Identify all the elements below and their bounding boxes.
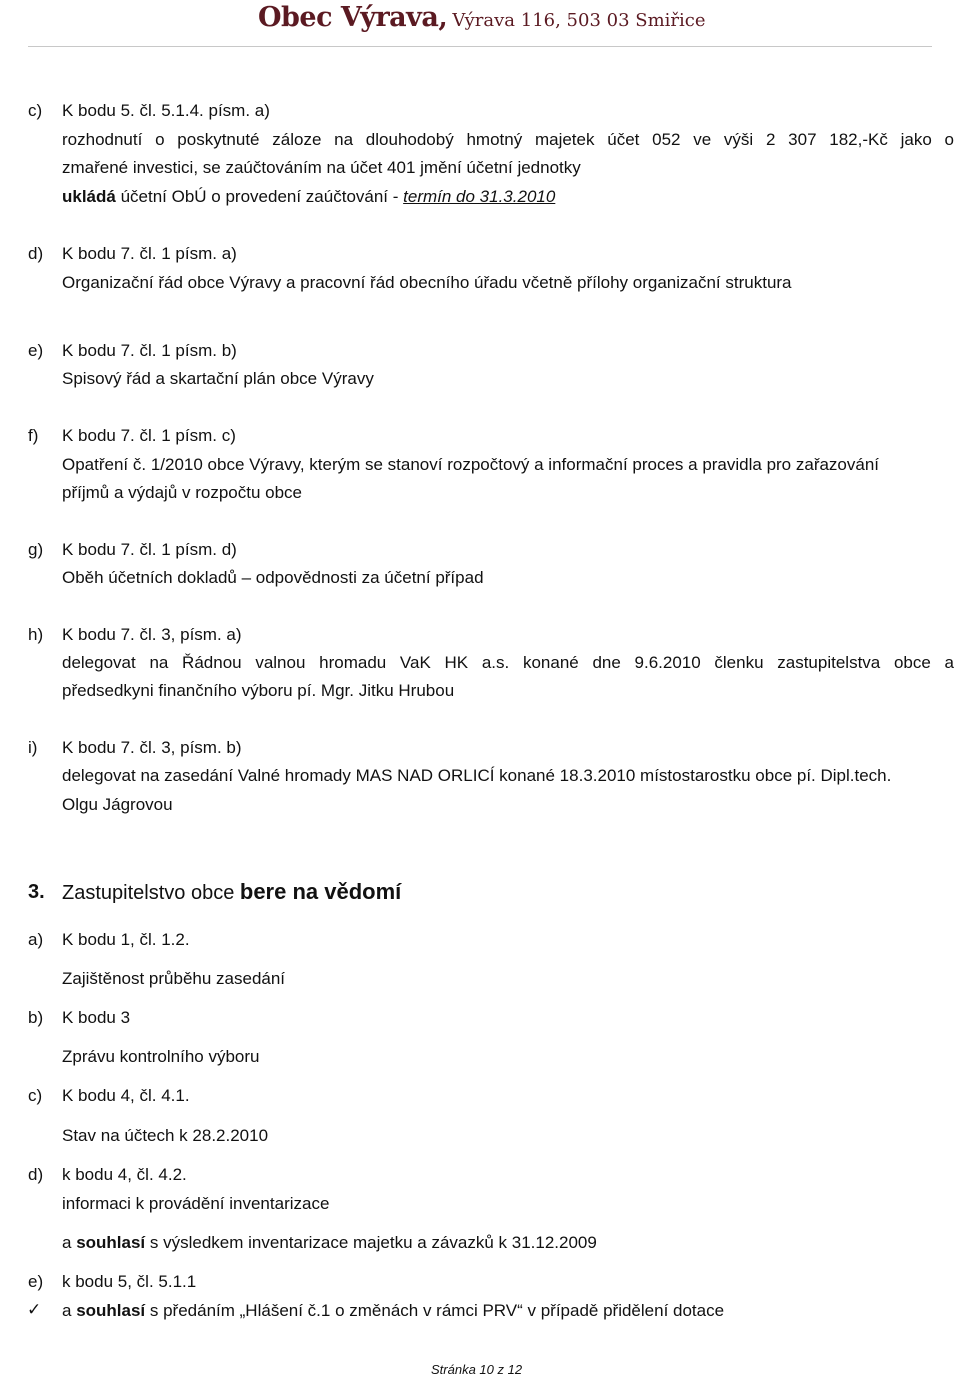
s3-b-text: Zprávu kontrolního výboru <box>62 1047 260 1066</box>
item-i-ref: K bodu 7. čl. 3, písm. b) <box>62 738 242 757</box>
s3-a-text: Zajištěnost průběhu zasedání <box>62 969 286 988</box>
section-3-title-bold: bere na vědomí <box>239 879 402 904</box>
item-g-letter: g) <box>28 540 44 559</box>
s3-d-souhlasi: souhlasí <box>76 1233 146 1252</box>
s3-b-ref: K bodu 3 <box>62 1008 131 1027</box>
item-f-letter: f) <box>28 426 39 445</box>
s3-d-text: informaci k provádění inventarizace <box>62 1194 330 1213</box>
item-e-ref: K bodu 7. čl. 1 písm. b) <box>62 341 237 360</box>
s3-e-letter: e) <box>28 1272 44 1291</box>
municipality-name: Obec Výrava, <box>258 2 448 33</box>
item-c-letter: c) <box>28 101 43 120</box>
s3-c-letter: c) <box>28 1086 43 1105</box>
item-h-line1: delegovat na Řádnou valnou hromadu VaK HK a.s. konané dne 9.6.2010 členku zastupitelstva obce a <box>62 653 954 672</box>
item-d-letter: d) <box>28 244 44 263</box>
item-i-letter: i) <box>28 738 38 757</box>
s3-a-ref: K bodu 1, čl. 1.2. <box>62 930 190 949</box>
s3-d-ref: k bodu 4, čl. 4.2. <box>62 1165 187 1184</box>
item-g-ref: K bodu 7. čl. 1 písm. d) <box>62 540 237 559</box>
item-d-ref: K bodu 7. čl. 1 písm. a) <box>62 244 237 263</box>
item-e-letter: e) <box>28 341 44 360</box>
s3-e-souhlasi: souhlasí <box>76 1301 146 1320</box>
document-header <box>0 0 960 40</box>
item-h-line2: předsedkyni finančního výboru pí. Mgr. Jitku Hrubou <box>62 681 455 700</box>
item-i-line2: Olgu Jágrovou <box>62 795 173 814</box>
item-f-line2: příjmů a výdajů v rozpočtu obce <box>62 483 303 502</box>
item-c-ukláda: ukládá <box>62 187 116 206</box>
section-3-heading <box>62 879 401 905</box>
s3-e-ref: k bodu 5, čl. 5.1.1 <box>62 1272 197 1291</box>
item-c-ref: K bodu 5. čl. 5.1.4. písm. a) <box>62 101 270 120</box>
page-number: Stránka 10 z 12 <box>431 1362 523 1377</box>
s3-d-agree: a souhlasí s výsledkem inventarizace majetku a závazků k 31.12.2009 <box>62 1233 597 1252</box>
s3-d-letter: d) <box>28 1165 44 1184</box>
s3-b-letter: b) <box>28 1008 44 1027</box>
section-3-title: Zastupitelstvo obce <box>62 882 240 904</box>
s3-c-ref: K bodu 4, čl. 4.1. <box>62 1086 190 1105</box>
item-f-ref: K bodu 7. čl. 1 písm. c) <box>62 426 236 445</box>
s3-a-letter: a) <box>28 930 44 949</box>
item-h-ref: K bodu 7. čl. 3, písm. a) <box>62 625 242 644</box>
s3-c-text: Stav na účtech k 28.2.2010 <box>62 1126 269 1145</box>
item-c-line1: rozhodnutí o poskytnuté záloze na dlouhodobý hmotný majetek účet 052 ve výši 2 307 182,-Kč jako o <box>62 130 954 149</box>
item-c-line3-text: účetní ObÚ o provedení zaúčtování - <box>115 187 404 206</box>
item-c-deadline: termín do 31.3.2010 <box>403 187 556 206</box>
municipality-address: Výrava 116, 503 03 Smiřice <box>452 10 706 31</box>
item-e-text: Spisový řád a skartační plán obce Výravy <box>62 369 374 388</box>
item-h-letter: h) <box>28 625 44 644</box>
item-f-line1: Opatření č. 1/2010 obce Výravy, kterým se stanoví rozpočtový a informační proces a pravidla pro zařazování <box>62 455 880 474</box>
item-i-line1: delegovat na zasedání Valné hromady MAS NAD ORLICÍ konané 18.3.2010 místostarostku obce pí. Dipl.tech. <box>62 766 892 785</box>
section-3-number: 3. <box>28 881 45 903</box>
item-g-text: Oběh účetních dokladů – odpovědnosti za účetní případ <box>62 568 484 587</box>
s3-e-agree: a souhlasí s předáním „Hlášení č.1 o změnách v rámci PRV“ v případě přidělení dotace <box>62 1301 725 1320</box>
item-c-line3 <box>62 187 555 207</box>
item-d-text: Organizační řád obce Výravy a pracovní řád obecního úřadu včetně přílohy organizační struktura <box>62 273 792 292</box>
header-title <box>258 2 706 33</box>
item-c-line2: zmařené investici, se zaúčtováním na účet 401 jmění účetní jednotky <box>62 158 581 177</box>
header-divider <box>28 46 932 47</box>
checkmark-icon: ✓ <box>27 1300 42 1320</box>
